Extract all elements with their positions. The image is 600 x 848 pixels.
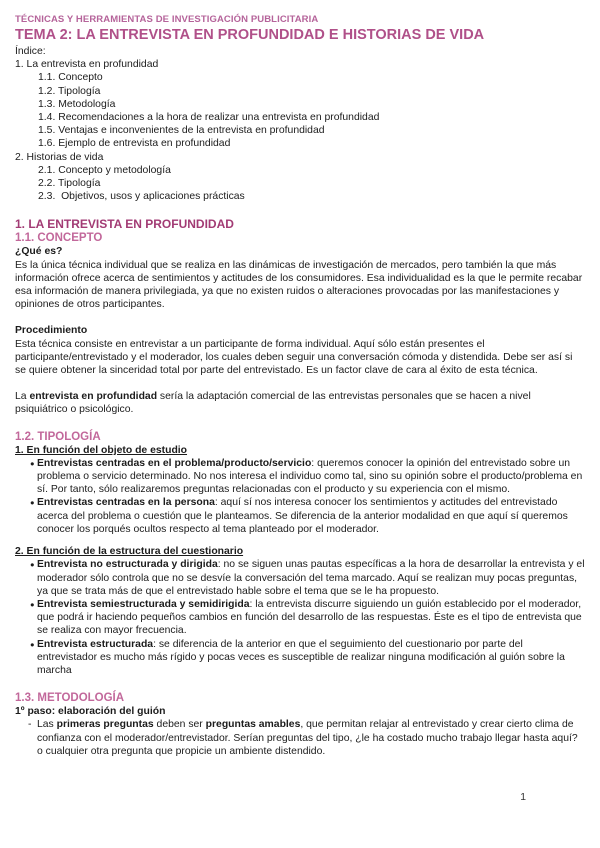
paragraph-concepto-1: Es la única técnica individual que se realiza en las dinámicas de investigación de mercados, pero también la que más información ofrece acerca de sentimientos y actitudes de los consumidores. Esa individualidad es la que le permite recabar esa información de manera privilegiada, ya que no existen ruidos o alteraciones provocadas por las manifestaciones y opiniones de otros participantes. [15,259,583,311]
text-run: deben ser [153,719,206,731]
section-heading-entrevista: 1. LA ENTREVISTA EN PROFUNDIDAD [15,217,234,232]
index-item: 2.2. Tipología [38,178,101,190]
text-run-bold: preguntas amables [205,719,301,731]
index-item: 2.3. Objetivos, usos y aplicaciones prácticas [38,191,245,203]
text-run: : no se siguen unas pautas específicas a la hora de desarrollar la entrevista y el moderador sólo controla que no se desvíe la conversación del tema marcado. Aquí se realizan muy pocas preguntas, ya que se trata más de que el entrevistado hable sobre el tema que se le ha propuesto. [37,559,585,597]
bullet-no-estructurada [15,558,585,598]
page-title: TEMA 2: LA ENTREVISTA EN PROFUNDIDAD E HISTORIAS DE VIDA [15,27,485,43]
index-item: 1.4. Recomendaciones a la hora de realizar una entrevista en profundidad [38,112,380,124]
bullet-icon: ● [30,599,35,609]
paragraph-adaptacion [15,390,585,416]
index-item: 1.1. Concepto [38,72,103,84]
index-item: 1.3. Metodología [38,98,116,110]
subsection-heading-metodologia: 1.3. METODOLOGÍA [15,692,125,705]
index-item: 2. Historias de vida [15,151,104,163]
dash-icon: - [28,719,32,731]
paso-heading: 1º paso: elaboración del guión [15,706,166,718]
course-title: TÉCNICAS Y HERRAMIENTAS DE INVESTIGACIÓN PUBLICITARIA [15,14,319,25]
index-item: 1.2. Tipología [38,85,101,97]
subsection-heading-concepto: 1.1. CONCEPTO [15,232,103,245]
paragraph-procedimiento: Esta técnica consiste en entrevistar a un participante de forma individual. Aquí sólo están presentes el participante/entrevistado y el moderador, los cuales deben seguir una conversación cómoda y distendida. Debe ser así si se quiere obtener la sinceridad total por parte del entrevistado. Es un factor clave de cara al éxito de esta técnica. [15,338,573,377]
text-run-bold: Entrevista no estructurada y dirigida [37,559,218,571]
bullet-text [37,598,585,638]
text-run: : la entrevista discurre siguiendo un guión establecido por el moderador, que podrá ir haciendo pequeños cambios en función del desarrollo de las respuestas. Éste es el tipo de entrevista que se realiza con mayor frecuencia. [37,598,582,637]
que-es-heading: ¿Qué es? [15,246,63,258]
page-number: 1 [520,792,526,803]
bullet-text [37,558,585,598]
text-run: Las [37,719,57,731]
bullet-text [37,638,585,678]
index-label: Índice: [15,46,46,57]
dash-text [37,718,585,758]
text-run-bold: Entrevistas centradas en la persona [37,497,215,509]
bullet-entrevista-problema [15,457,585,497]
bullet-icon: ● [30,639,35,649]
text-run-bold: Entrevista semiestructurada y semidirigida [37,598,250,610]
group-heading-objeto-estudio: 1. En función del objeto de estudio [15,444,188,456]
bullet-semiestructurada [15,598,585,638]
bullet-text [37,457,585,497]
text-run-bold: Entrevista estructurada [37,638,154,650]
dash-item-primeras-preguntas [15,718,585,758]
text-run: , que permitan relajar al entrevistado y crear cierto clima de confianza con el moderador/entrevistador. Serían preguntas del tipo, ¿le ha costado mucho trabajo llegar hasta aquí? o cualquier otra pregunta que propicie un ambiente distendido. [37,719,578,757]
bullet-text [37,496,585,536]
bullet-estructurada [15,638,585,678]
bullet-icon: ● [30,560,35,570]
text-run: : queremos conocer la opinión del entrevistado sobre un problema o servicio determinado. No nos interesa el individuo como tal, sino su opinión sobre el producto/problema en sí. Por tanto, sólo realizaremos preguntas relacionadas con el producto y su experiencia con el mismo. [37,457,583,496]
text-run: : se diferencia de la anterior en que el seguimiento del cuestionario por parte del entrevistador es mucho más rígido y pocas veces es susceptible de realizar ninguna modificación al guión sobre la marcha [37,638,565,676]
bullet-icon: ● [30,458,35,468]
group-heading-estructura-cuestionario: 2. En función de la estructura del cuestionario [15,546,244,558]
index-list [15,58,585,203]
index-item: 2.1. Concepto y metodología [38,164,171,176]
index-item: 1.6. Ejemplo de entrevista en profundidad [38,138,231,150]
index-item: 1. La entrevista en profundidad [15,59,159,71]
index-item: 1.5. Ventajas e inconvenientes de la entrevista en profundidad [38,125,325,137]
procedimiento-heading: Procedimiento [15,325,88,337]
text-run-bold: primeras preguntas [56,719,154,731]
text-run-bold: Entrevistas centradas en el problema/producto/servicio [37,457,312,469]
text-run-bold: entrevista en profundidad [29,391,158,403]
text-run: La [15,391,30,403]
bullet-icon: ● [30,498,35,508]
text-run: : aquí sí nos interesa conocer los sentimientos y actitudes del entrevistado acerca del problema o cuestión que le planteamos. Se diferencia de la anterior modalidad en que aquí sí queremos conocer los porqués ocultos respecto al tema planteado por el moderador. [37,497,568,535]
text-run: sería la adaptación comercial de las entrevistas personales que se hacen a nivel psiquiátrico o psicológico. [15,391,531,416]
subsection-heading-tipologia: 1.2. TIPOLOGÍA [15,430,101,443]
bullet-entrevista-persona [15,496,585,536]
